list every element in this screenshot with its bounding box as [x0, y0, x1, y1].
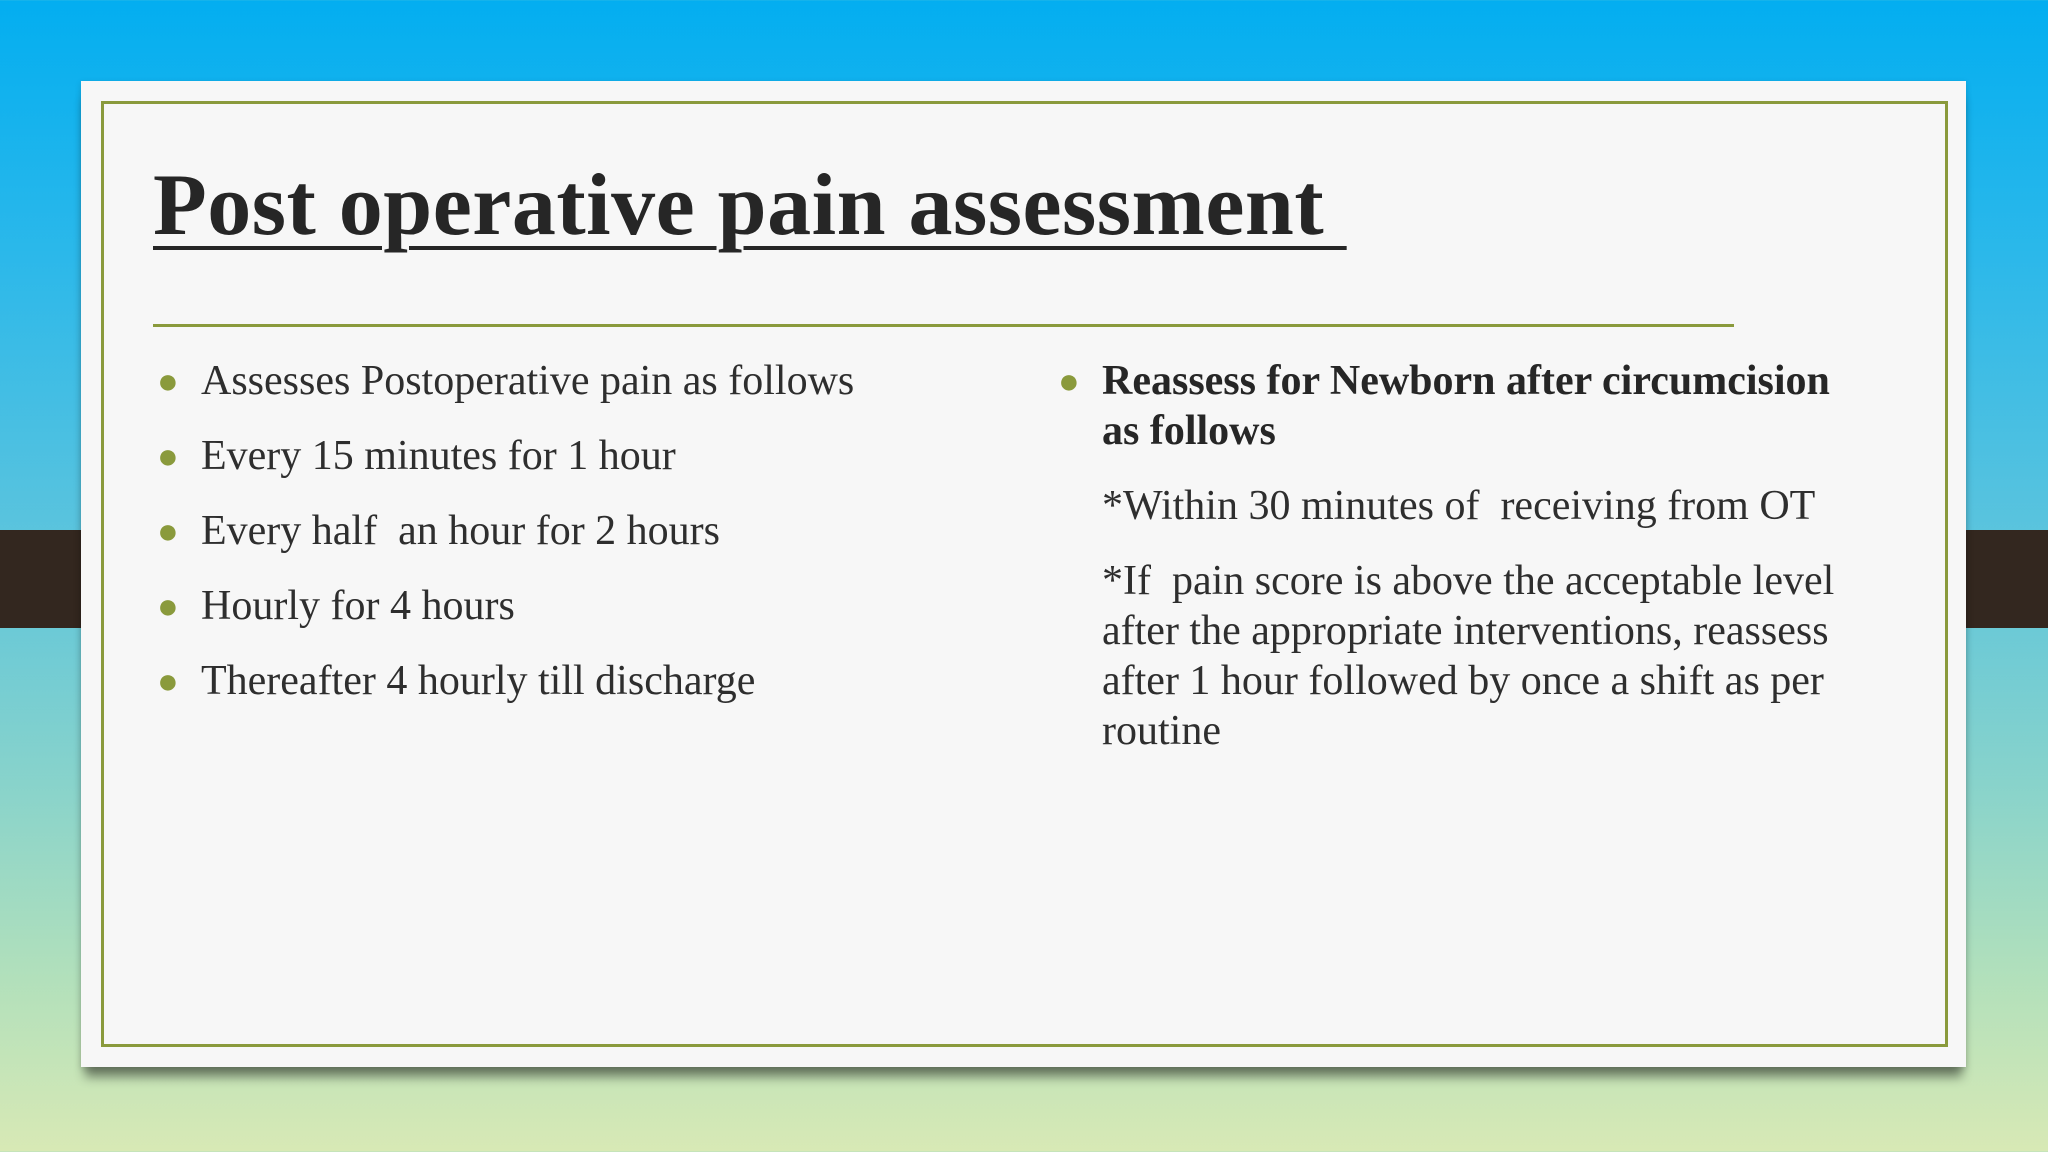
list-item-text: Every 15 minutes for 1 hour [201, 433, 676, 479]
list-item [153, 656, 1013, 706]
right-paragraph-1: *Within 30 minutes of receiving from OT [1102, 483, 1816, 529]
bullet-dot-icon: ● [157, 361, 179, 401]
list-item-text: Assesses Postoperative pain as follows [201, 358, 855, 404]
title-divider [153, 324, 1734, 327]
list-item-text: Thereafter 4 hourly till discharge [201, 658, 756, 704]
list-item [153, 431, 1013, 481]
right-paragraph-2: *If pain score is above the acceptable level after the appropriate interventions, reassess after 1 hour followed by once a shift as per routine [1102, 558, 1845, 754]
list-item [153, 356, 1013, 406]
slide-title: Post operative pain assessment [153, 157, 1347, 254]
left-bullet-list [153, 356, 1013, 731]
bullet-dot-icon: ● [157, 661, 179, 701]
bullet-dot-icon: ● [157, 586, 179, 626]
right-heading-text: Reassess for Newborn after circumcision as follows [1102, 358, 1830, 454]
list-item-text: Hourly for 4 hours [201, 583, 515, 629]
list-item [153, 581, 1013, 631]
right-column [1054, 356, 1854, 781]
bullet-dot-icon: ● [157, 511, 179, 551]
right-heading-item [1054, 356, 1854, 456]
bullet-dot-icon: ● [1058, 361, 1080, 401]
bullet-dot-icon: ● [157, 436, 179, 476]
list-item [153, 506, 1013, 556]
list-item-text: Every half an hour for 2 hours [201, 508, 721, 554]
